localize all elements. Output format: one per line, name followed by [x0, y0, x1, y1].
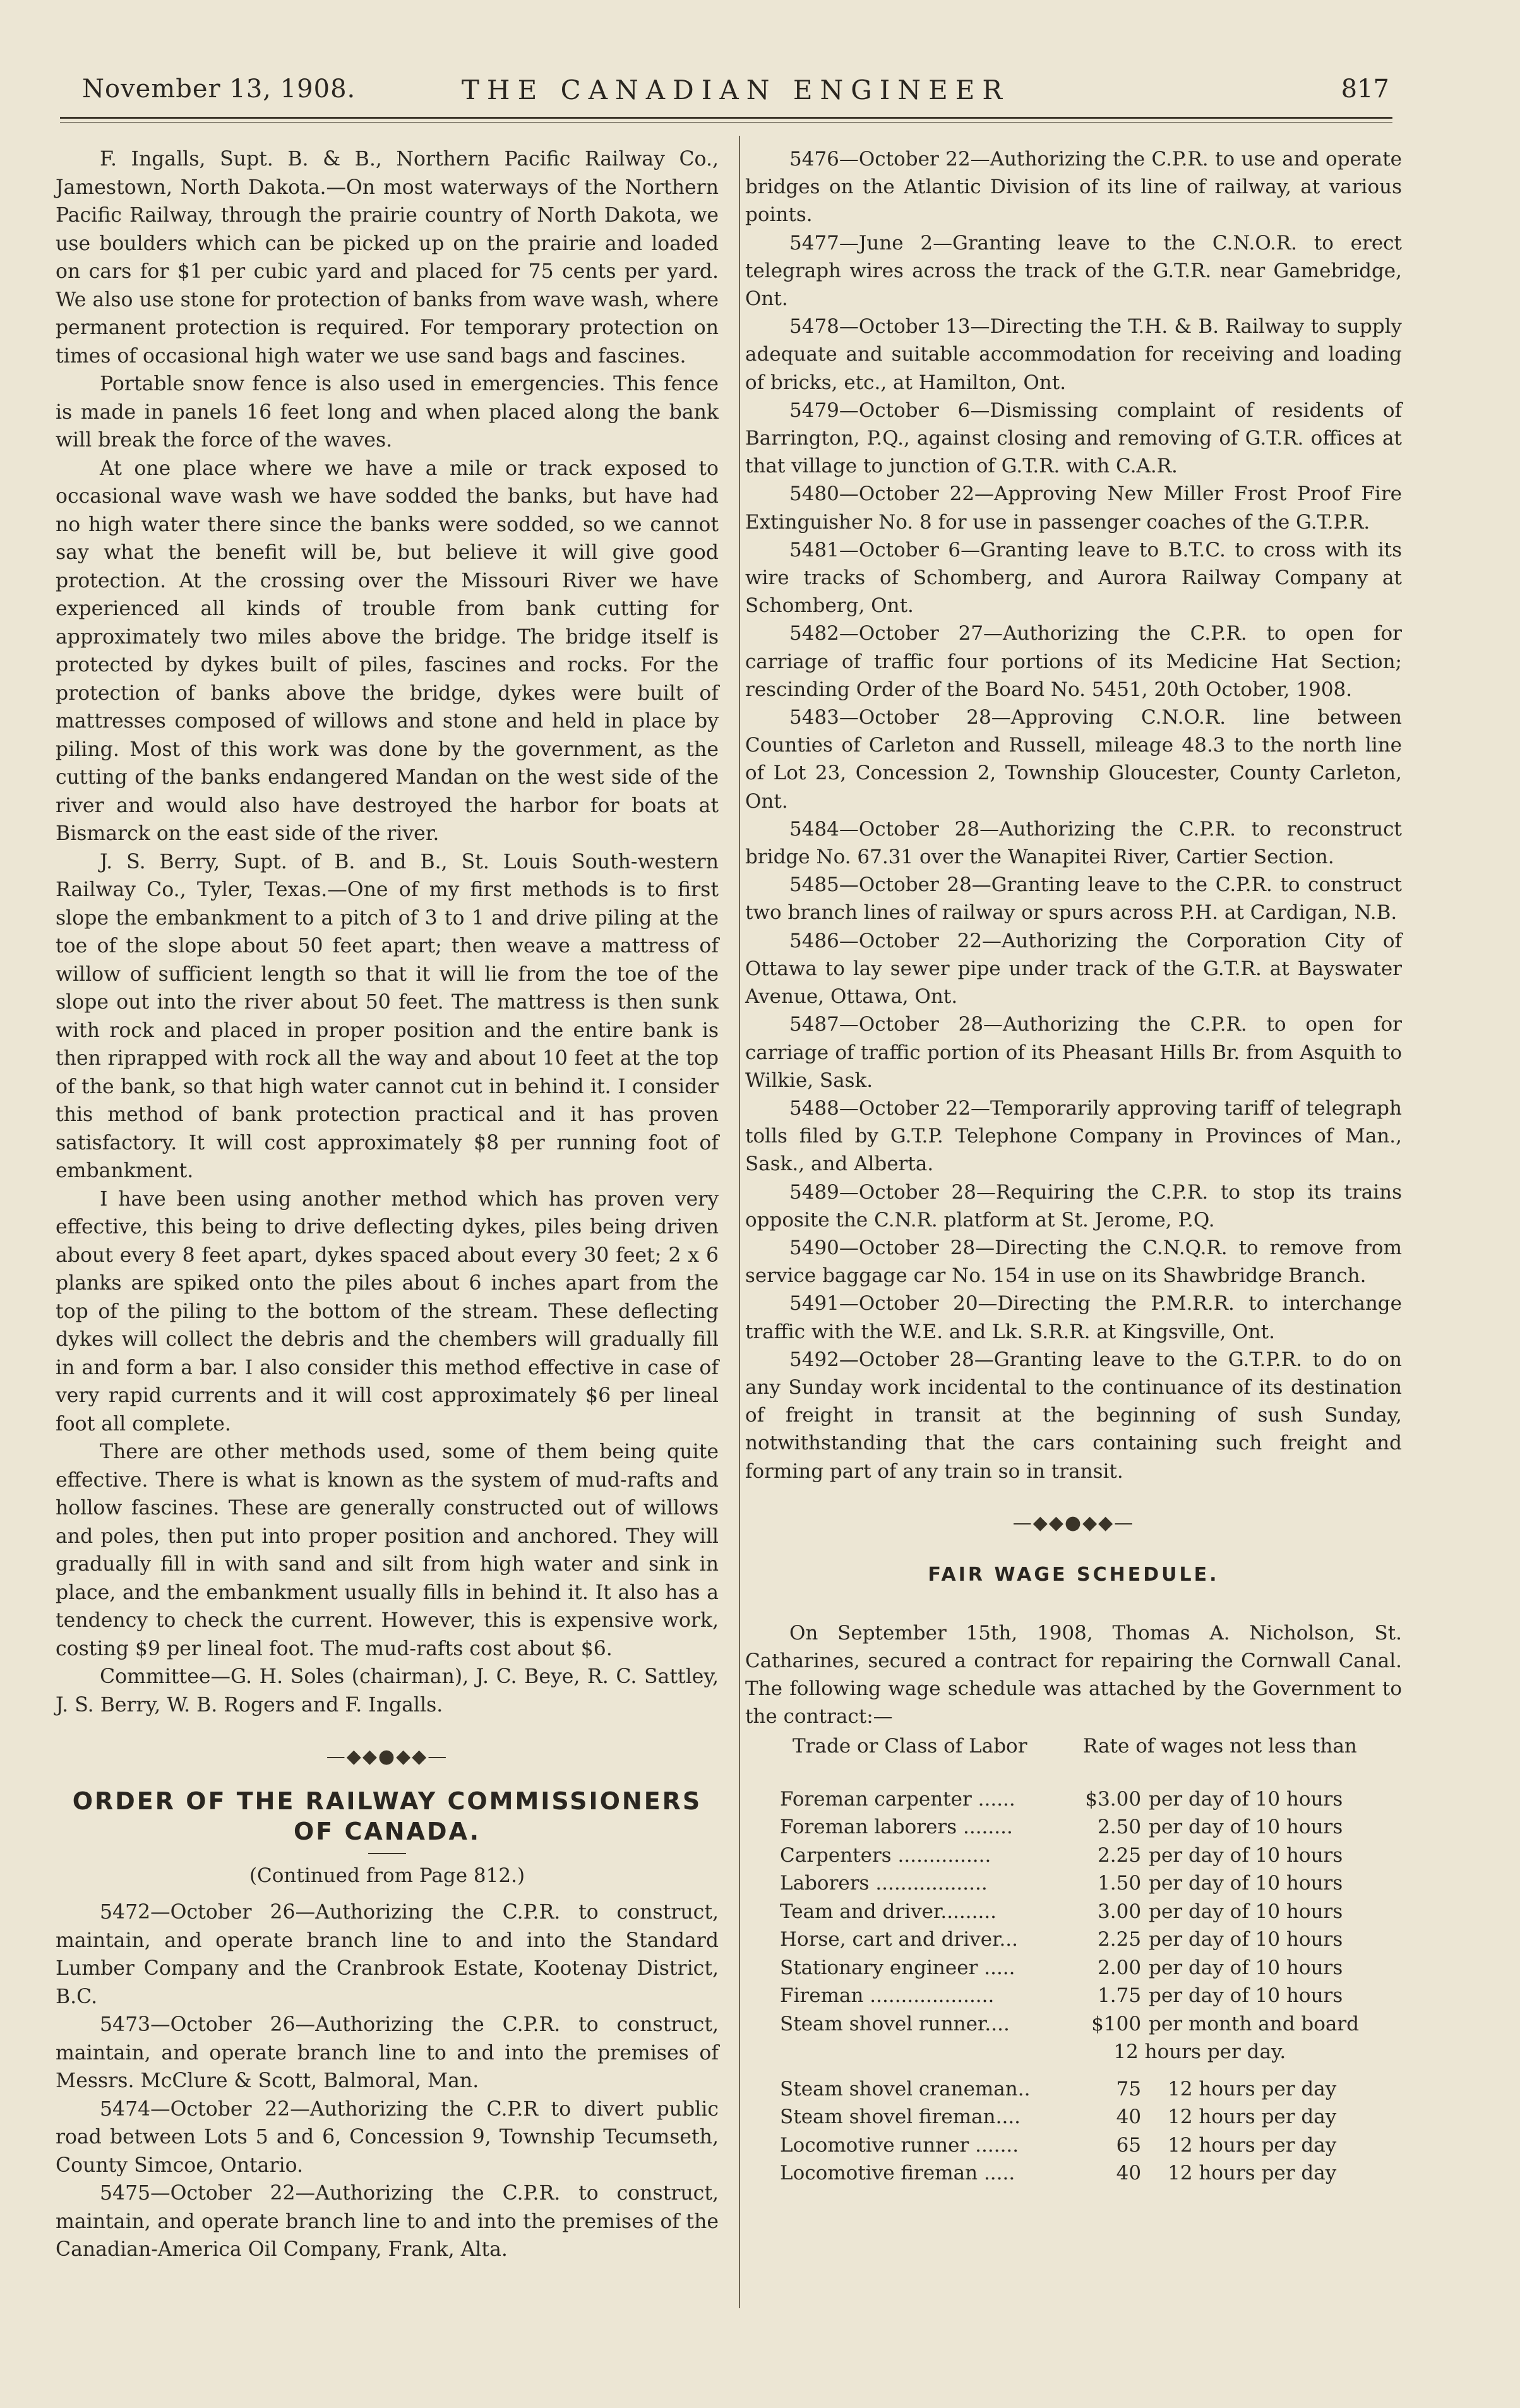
- wage-unit: per day of 10 hours: [1149, 1787, 1343, 1811]
- order-item: 5485—October 28—Granting leave to the C.P.R. to construct two branch lines of railway or spurs across P.H. at Cardigan, N.B.: [745, 873, 1402, 925]
- committee-paragraph: Committee—G. H. Soles (chairman), J. C. Beye, R. C. Sattley, J. S. Berry, W. B. Rogers and F. Ingalls.: [56, 1665, 719, 1716]
- order-item: 5490—October 28—Directing the C.N.Q.R. to remove from service baggage car No. 154 in use on its Shawbridge Branch.: [745, 1236, 1402, 1288]
- order-item: 5480—October 22—Approving New Miller Frost Proof Fire Extinguisher No. 8 for use in passenger coaches of the G.T.P.R.: [745, 482, 1402, 534]
- wage-col-trade: Trade or Class of Labor: [793, 1734, 1027, 1758]
- wage-trade: Steam shovel fireman....: [780, 2106, 1021, 2129]
- table-row: [780, 2131, 1402, 2160]
- wage-rate: $3.00: [1085, 1787, 1142, 1811]
- order-item: 5489—October 28—Requiring the C.P.R. to stop its trains opposite the C.N.R. platform at St. Jerome, P.Q.: [745, 1180, 1402, 1231]
- paragraph: F. Ingalls, Supt. B. & B., Northern Pacific Railway Co., Jamestown, North Dakota.—On most waterways of the Northern Pacific Railway, through the prairie country of North Dakota, we use boulders which can be picked up on the prairie and loaded on cars for $1 per cubic yard and placed for 75 cents per yard. We also use stone for protection of banks from wave wash, where permanent protection is required. For temporary protection on times of occasional high water we use sand bags and fascines.: [56, 148, 719, 368]
- fair-wage-intro: On September 15th, 1908, Thomas A. Nicholson, St. Catharines, secured a contract for repairing the Cornwall Canal. The following wage schedule was attached by the Government to the contract:—: [745, 1621, 1402, 1728]
- table-row: [780, 1813, 1402, 1842]
- wage-rate: 1.50: [1098, 1872, 1142, 1895]
- page-number: 817: [1341, 75, 1389, 104]
- wage-rate: 2.25: [1098, 1843, 1142, 1867]
- order-item: 5488—October 22—Temporarily approving tariff of telegraph tolls filed by G.T.P. Telephone Company in Provinces of Man., Sask., and Alberta.: [745, 1096, 1402, 1176]
- paragraph: There are other methods used, some of them being quite effective. There is what is known as the system of mud-rafts and hollow fascines. These are generally constructed out of willows and poles, then put into proper position and anchored. They will gradually fill in with sand and silt from high water and sink in place, and the embankment usually fills in behind it. It also has a tendency to check the current. However, this is expensive work, costing $9 per lineal foot. The mud-rafts cost about $6.: [56, 1441, 719, 1660]
- order-item: 5487—October 28—Authorizing the C.P.R. to open for carriage of traffic portion of its Pheasant Hills Br. from Asquith to Wilkie, Sask.: [745, 1013, 1402, 1092]
- paragraph: J. S. Berry, Supt. of B. and B., St. Louis South-western Railway Co., Tyler, Texas.—One of my first methods is to first slope the embankment to a pitch of 3 to 1 and drive piling at the toe of the slope about 50 feet apart; then weave a mattress of willow of sufficient length so that it will lie from the toe of the slope out into the river about 50 feet. The mattress is then sunk with rock and placed in proper position and the entire bank is then riprapped with rock all the way and about 10 feet at the top of the bank, so that high water cannot cut in behind it. I consider this method of bank protection practical and it has proven satisfactory. It will cost approximately $8 per running foot of embankment.: [56, 850, 719, 1182]
- order-item: 5484—October 28—Authorizing the C.P.R. to reconstruct bridge No. 67.31 over the Wanapitei River, Cartier Section.: [745, 817, 1402, 869]
- wage-unit: per day of 10 hours: [1149, 1900, 1343, 1923]
- table-row: [780, 1926, 1402, 1954]
- header-rule-thin: [60, 122, 1392, 123]
- wage-unit: per month and board: [1149, 2012, 1360, 2035]
- wage-rate: 65: [1116, 2133, 1142, 2157]
- wage-table-header: [745, 1735, 1402, 1770]
- wage-unit: 12 hours per day: [1168, 2077, 1337, 2100]
- table-row: [780, 1842, 1402, 1870]
- table-row: [780, 1869, 1402, 1898]
- wage-trade: Carpenters ...............: [780, 1843, 991, 1867]
- wage-rate: 75: [1116, 2077, 1142, 2100]
- wage-rate: 40: [1116, 2106, 1142, 2129]
- left-column: [56, 145, 719, 2264]
- wage-rate: 2.00: [1098, 1956, 1142, 1979]
- wage-unit: per day of 10 hours: [1149, 1843, 1343, 1867]
- wage-unit: 12 hours per day: [1168, 2162, 1337, 2185]
- table-row: [780, 2075, 1402, 2104]
- right-column: [745, 145, 1402, 2188]
- order-item: 5473—October 26—Authorizing the C.P.R. to construct, maintain, and operate branch line to and into the premises of Messrs. McClure & Scott, Balmoral, Man.: [56, 2013, 719, 2092]
- table-row: [780, 2010, 1402, 2039]
- wage-trade: Foreman carpenter ......: [780, 1787, 1015, 1811]
- order-item: 5475—October 22—Authorizing the C.P.R. to construct, maintain, and operate branch line to and into the premises of the Canadian-America Oil Company, Frank, Alta.: [56, 2182, 719, 2261]
- table-row: [780, 1982, 1402, 2010]
- order-item: 5481—October 6—Granting leave to B.T.C. to cross with its wire tracks of Schomberg, and Aurora Railway Company at Schomberg, Ont.: [745, 538, 1402, 618]
- table-row: [780, 2038, 1402, 2066]
- wage-table: [780, 1785, 1402, 2188]
- order-item: 5483—October 28—Approving C.N.O.R. line between Counties of Carleton and Russell, mileage 48.3 to the north line of Lot 23, Concession 2, Township Gloucester, County Carleton, Ont.: [745, 706, 1402, 813]
- wage-trade: Steam shovel craneman..: [780, 2077, 1031, 2100]
- section-ornament: [745, 1504, 1402, 1542]
- wage-rate: 3.00: [1098, 1900, 1142, 1923]
- continued-note: (Continued from Page 812.): [249, 1864, 525, 1887]
- order-item: 5477—June 2—Granting leave to the C.N.O.R. to erect telegraph wires across the track of the G.T.R. near Gamebridge, Ont.: [745, 231, 1402, 311]
- wage-unit: per day of 10 hours: [1149, 1872, 1343, 1895]
- wage-trade: Steam shovel runner....: [780, 2012, 1010, 2035]
- issue-date: November 13, 1908.: [82, 75, 356, 104]
- wage-unit: per day of 10 hours: [1149, 1984, 1343, 2008]
- order-item: 5472—October 26—Authorizing the C.P.R. to construct, maintain, and operate branch line to and into the Standard Lumber Company and the Cranbrook Estate, Kootenay District, B.C.: [56, 1901, 719, 2008]
- wage-rate: 40: [1116, 2162, 1142, 2185]
- ornament-glyphs: —◆◆●◆◆—: [1012, 1511, 1135, 1534]
- paragraph: Portable snow fence is also used in emergencies. This fence is made in panels 16 feet long and when placed along the bank will break the force of the waves.: [56, 373, 719, 452]
- table-spacer: [780, 2066, 1402, 2075]
- wage-trade: Team and driver.........: [780, 1900, 997, 1923]
- table-row: [780, 2159, 1402, 2188]
- fair-wage-title: FAIR WAGE SCHEDULE.: [928, 1563, 1219, 1586]
- order-item: 5486—October 22—Authorizing the Corporation City of Ottawa to lay sewer pipe under track of the G.T.R. at Bayswater Avenue, Ottawa, Ont.: [745, 929, 1402, 1009]
- wage-subline: 12 hours per day.: [1113, 2040, 1286, 2064]
- table-row: [780, 2103, 1402, 2131]
- order-item: 5491—October 20—Directing the P.M.R.R. to interchange traffic with the W.E. and Lk. S.R.R. at Kingsville, Ont.: [745, 1292, 1402, 1343]
- order-item: 5474—October 22—Authorizing the C.P.R to divert public road between Lots 5 and 6, Concession 9, Township Tecumseth, County Simcoe, Ontario.: [56, 2097, 719, 2177]
- paragraph: At one place where we have a mile or track exposed to occasional wave wash we have sodded the banks, but have had no high water there since the banks were sodded, so we cannot say what the benefit will be, but believe it will give good protection. At the crossing over the Missouri River we have experienced all kinds of trouble from bank cutting for approximately two miles above the bridge. The bridge itself is protected by dykes built of piles, fascines and rocks. For the protection of banks above the bridge, dykes were built of mattresses composed of willows and stone and held in place by piling. Most of this work was done by the government, as the cutting of the banks endangered Mandan on the west side of the river and would also have destroyed the harbor for boats at Bismarck on the east side of the river.: [56, 457, 719, 845]
- wage-trade: Locomotive fireman .....: [780, 2162, 1015, 2185]
- wage-rate: 2.25: [1098, 1928, 1142, 1951]
- column-divider: [739, 136, 740, 2308]
- wage-unit: 12 hours per day: [1168, 2106, 1337, 2129]
- wage-rate: 1.75: [1098, 1984, 1142, 2008]
- wage-trade: Foreman laborers ........: [780, 1816, 1013, 1839]
- journal-title: THE CANADIAN ENGINEER: [461, 75, 1010, 105]
- wage-unit: per day of 10 hours: [1149, 1928, 1343, 1951]
- table-row: [780, 1785, 1402, 1814]
- section-title-rule: [368, 1853, 406, 1854]
- running-head: [82, 75, 1389, 112]
- table-row: [780, 1898, 1402, 1926]
- wage-unit: per day of 10 hours: [1149, 1816, 1343, 1839]
- order-item: 5492—October 28—Granting leave to the G.T.P.R. to do on any Sunday work incidental to the continuance of its destination of freight in transit at the beginning of sush Sunday, notwithstanding that the cars containing such freight and forming part of any train so in transit.: [745, 1348, 1402, 1483]
- header-rule: [60, 117, 1392, 119]
- wage-trade: Laborers ..................: [780, 1872, 988, 1895]
- section-title: ORDER OF THE RAILWAY COMMISSIONERS OF CANADA.: [72, 1787, 702, 1845]
- order-item: 5482—October 27—Authorizing the C.P.R. to open for carriage of traffic four portions of its Medicine Hat Section; rescinding Order of the Board No. 5451, 20th October, 1908.: [745, 622, 1402, 701]
- paragraph: I have been using another method which has proven very effective, this being to drive deflecting dykes, piles being driven about every 8 feet apart, dykes spaced about every 30 feet; 2 x 6 planks are spiked onto the piles about 6 inches apart from the top of the piling to the bottom of the stream. These deflecting dykes will collect the debris and the chembers will gradually fill in and form a bar. I also consider this method effective in case of very rapid currents and it will cost approximately $6 per lineal foot all complete.: [56, 1187, 719, 1435]
- wage-trade: Fireman ....................: [780, 1984, 995, 2008]
- wage-trade: [780, 2038, 1085, 2066]
- wage-rate: 2.50: [1098, 1816, 1142, 1839]
- wage-rate: $100: [1091, 2012, 1142, 2035]
- wage-col-rate: Rate of wages not less than: [1083, 1734, 1357, 1758]
- section-ornament: [56, 1738, 719, 1776]
- order-item: 5476—October 22—Authorizing the C.P.R. to use and operate bridges on the Atlantic Division of its line of railway, at various points.: [745, 148, 1402, 227]
- wage-trade: Stationary engineer .....: [780, 1956, 1015, 1979]
- order-item: 5479—October 6—Dismissing complaint of residents of Barrington, P.Q., against closing and removing of G.T.R. offices at that village to junction of G.T.R. with C.A.R.: [745, 398, 1402, 478]
- wage-unit: per day of 10 hours: [1149, 1956, 1343, 1979]
- wage-trade: Locomotive runner .......: [780, 2133, 1019, 2157]
- ornament-glyphs: —◆◆●◆◆—: [326, 1746, 448, 1768]
- table-row: [780, 1954, 1402, 1982]
- order-item: 5478—October 13—Directing the T.H. & B. Railway to supply adequate and suitable accommodation for receiving and loading of bricks, etc., at Hamilton, Ont.: [745, 315, 1402, 394]
- wage-trade: Horse, cart and driver...: [780, 1928, 1019, 1951]
- wage-unit: 12 hours per day: [1168, 2133, 1337, 2157]
